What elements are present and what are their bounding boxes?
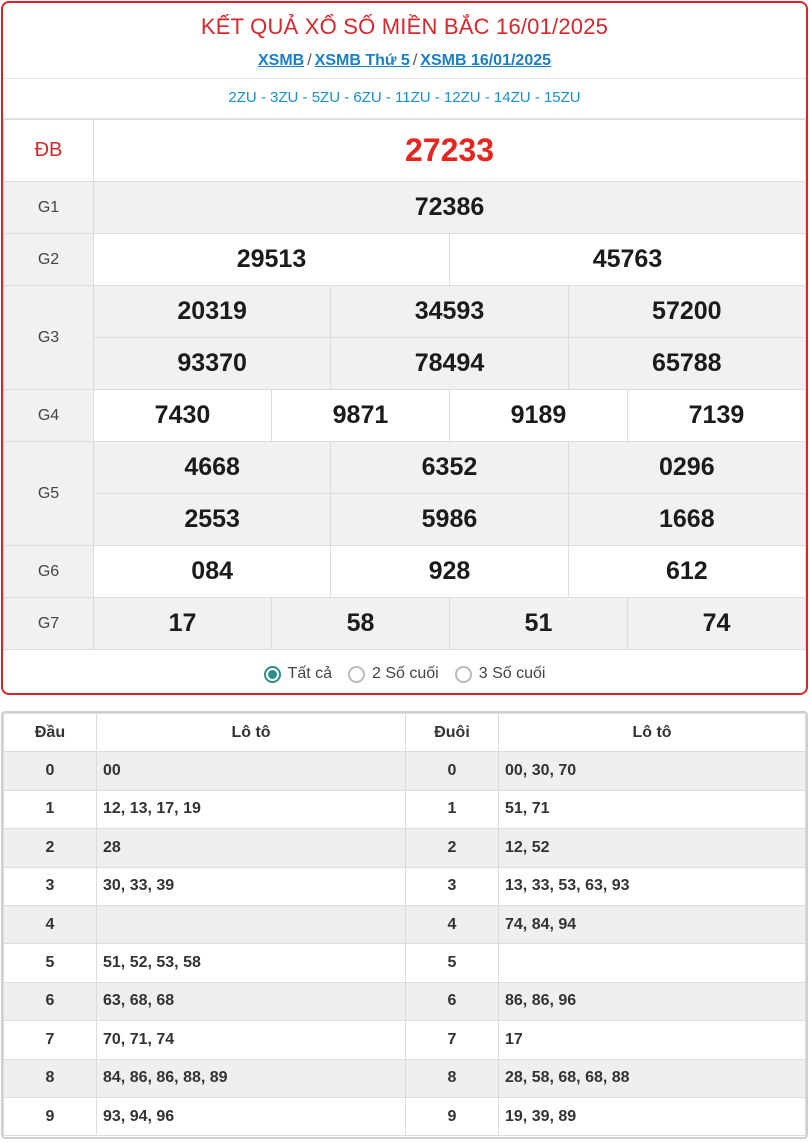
head-digit: 7 — [4, 1021, 97, 1059]
table-row — [4, 1021, 806, 1059]
prize-number: 57200 — [568, 286, 805, 338]
head-loto-values: 84, 86, 86, 88, 89 — [97, 1059, 406, 1097]
table-row — [4, 982, 806, 1020]
radio-unselected-icon[interactable] — [348, 666, 365, 683]
prize-number: 928 — [331, 546, 568, 598]
digit-filter — [3, 650, 806, 695]
table-row — [4, 944, 806, 982]
tail-loto-values: 28, 58, 68, 68, 88 — [499, 1059, 806, 1097]
prize-number: 65788 — [568, 338, 805, 390]
head-digit: 2 — [4, 829, 97, 867]
table-row — [4, 1059, 806, 1097]
prize-number: 72386 — [94, 182, 806, 234]
loto-table — [3, 713, 806, 1136]
radio-selected-icon[interactable] — [264, 666, 281, 683]
head-digit: 4 — [4, 905, 97, 943]
table-row — [4, 790, 806, 828]
prize-number: 20319 — [94, 286, 331, 338]
breadcrumb-xsmb-link[interactable]: XSMB — [257, 52, 305, 69]
prize-row-g3b — [4, 338, 806, 390]
prize-label: G4 — [4, 390, 94, 442]
filter-all-radio[interactable] — [264, 665, 332, 683]
table-row — [4, 1097, 806, 1135]
prize-label: G7 — [4, 598, 94, 650]
tail-loto-values: 51, 71 — [499, 790, 806, 828]
tail-digit: 4 — [406, 905, 499, 943]
filter-last2-radio[interactable] — [348, 665, 439, 683]
breadcrumb-date-link[interactable]: XSMB 16/01/2025 — [420, 52, 552, 69]
prize-label: G2 — [4, 234, 94, 286]
head-loto-values: 70, 71, 74 — [97, 1021, 406, 1059]
head-digit: 5 — [4, 944, 97, 982]
prize-label: G6 — [4, 546, 94, 598]
head-digit: 0 — [4, 752, 97, 790]
prize-number: 58 — [271, 598, 449, 650]
prize-number: 93370 — [94, 338, 331, 390]
tail-digit: 3 — [406, 867, 499, 905]
breadcrumb-separator: / — [412, 52, 418, 69]
table-row — [4, 905, 806, 943]
tail-loto-values: 19, 39, 89 — [499, 1097, 806, 1135]
radio-unselected-icon[interactable] — [455, 666, 472, 683]
prize-label: ĐB — [4, 120, 94, 182]
tail-loto-values: 17 — [499, 1021, 806, 1059]
head-loto-values: 00 — [97, 752, 406, 790]
tail-digit: 8 — [406, 1059, 499, 1097]
breadcrumb-weekday-link[interactable]: XSMB Thứ 5 — [314, 52, 410, 69]
prize-number: 45763 — [449, 234, 805, 286]
tail-digit: 6 — [406, 982, 499, 1020]
draw-codes: 2ZU - 3ZU - 5ZU - 6ZU - 11ZU - 12ZU - 14ZU - 15ZU — [3, 79, 806, 119]
prize-row-g1 — [4, 182, 806, 234]
breadcrumb-separator: / — [307, 52, 312, 69]
filter-last3-radio[interactable] — [455, 665, 546, 683]
prize-label: G5 — [4, 442, 94, 546]
prize-row-g6 — [4, 546, 806, 598]
tail-loto-values: 13, 33, 53, 63, 93 — [499, 867, 806, 905]
tail-loto-values: 74, 84, 94 — [499, 905, 806, 943]
prize-label: G1 — [4, 182, 94, 234]
prize-number: 78494 — [331, 338, 568, 390]
prize-number: 1668 — [568, 494, 805, 546]
prize-number: 5986 — [331, 494, 568, 546]
tail-digit: 7 — [406, 1021, 499, 1059]
tail-digit: 0 — [406, 752, 499, 790]
prize-row-g7 — [4, 598, 806, 650]
col-header-loto: Lô tô — [97, 714, 406, 752]
table-row — [4, 752, 806, 790]
col-header-dau: Đầu — [4, 714, 97, 752]
prize-number: 084 — [94, 546, 331, 598]
tail-loto-values — [499, 944, 806, 982]
prize-number: 17 — [94, 598, 272, 650]
special-prize-number: 27233 — [94, 120, 806, 182]
prize-row-g3 — [4, 286, 806, 338]
loto-panel — [1, 711, 808, 1139]
col-header-loto: Lô tô — [499, 714, 806, 752]
prize-number: 29513 — [94, 234, 450, 286]
head-loto-values: 93, 94, 96 — [97, 1097, 406, 1135]
tail-loto-values: 00, 30, 70 — [499, 752, 806, 790]
prize-number: 9189 — [449, 390, 627, 442]
head-loto-values: 30, 33, 39 — [97, 867, 406, 905]
results-panel — [1, 1, 808, 695]
prize-number: 0296 — [568, 442, 805, 494]
breadcrumb — [3, 51, 806, 79]
head-loto-values: 12, 13, 17, 19 — [97, 790, 406, 828]
page-title: KẾT QUẢ XỔ SỐ MIỀN BẮC 16/01/2025 — [200, 14, 609, 39]
filter-option-label: 3 Số cuối — [478, 665, 546, 682]
table-row — [4, 867, 806, 905]
prize-number: 34593 — [331, 286, 568, 338]
head-loto-values: 51, 52, 53, 58 — [97, 944, 406, 982]
prize-number: 2553 — [94, 494, 331, 546]
tail-digit: 9 — [406, 1097, 499, 1135]
head-digit: 9 — [4, 1097, 97, 1135]
prize-row-g2 — [4, 234, 806, 286]
head-digit: 6 — [4, 982, 97, 1020]
prize-number: 6352 — [331, 442, 568, 494]
prize-row-g4 — [4, 390, 806, 442]
tail-digit: 1 — [406, 790, 499, 828]
filter-option-label: 2 Số cuối — [372, 665, 439, 682]
prize-row-g5b — [4, 494, 806, 546]
prize-number: 51 — [449, 598, 627, 650]
tail-digit: 5 — [406, 944, 499, 982]
prize-table — [3, 119, 806, 650]
prize-number: 9871 — [271, 390, 449, 442]
filter-option-label: Tất cả — [287, 665, 333, 682]
head-digit: 3 — [4, 867, 97, 905]
table-row — [4, 829, 806, 867]
prize-row-g5 — [4, 442, 806, 494]
prize-number: 7139 — [627, 390, 805, 442]
tail-digit: 2 — [406, 829, 499, 867]
prize-label: G3 — [4, 286, 94, 390]
head-loto-values: 28 — [97, 829, 406, 867]
head-digit: 1 — [4, 790, 97, 828]
head-loto-values — [97, 905, 406, 943]
loto-body — [4, 752, 806, 1136]
prize-number: 612 — [568, 546, 805, 598]
col-header-duoi: Đuôi — [406, 714, 499, 752]
head-digit: 8 — [4, 1059, 97, 1097]
prize-number: 7430 — [94, 390, 272, 442]
prize-number: 74 — [627, 598, 805, 650]
tail-loto-values: 86, 86, 96 — [499, 982, 806, 1020]
head-loto-values: 63, 68, 68 — [97, 982, 406, 1020]
prize-row-db — [4, 120, 806, 182]
tail-loto-values: 12, 52 — [499, 829, 806, 867]
loto-header-row — [4, 714, 806, 752]
prize-number: 4668 — [94, 442, 331, 494]
